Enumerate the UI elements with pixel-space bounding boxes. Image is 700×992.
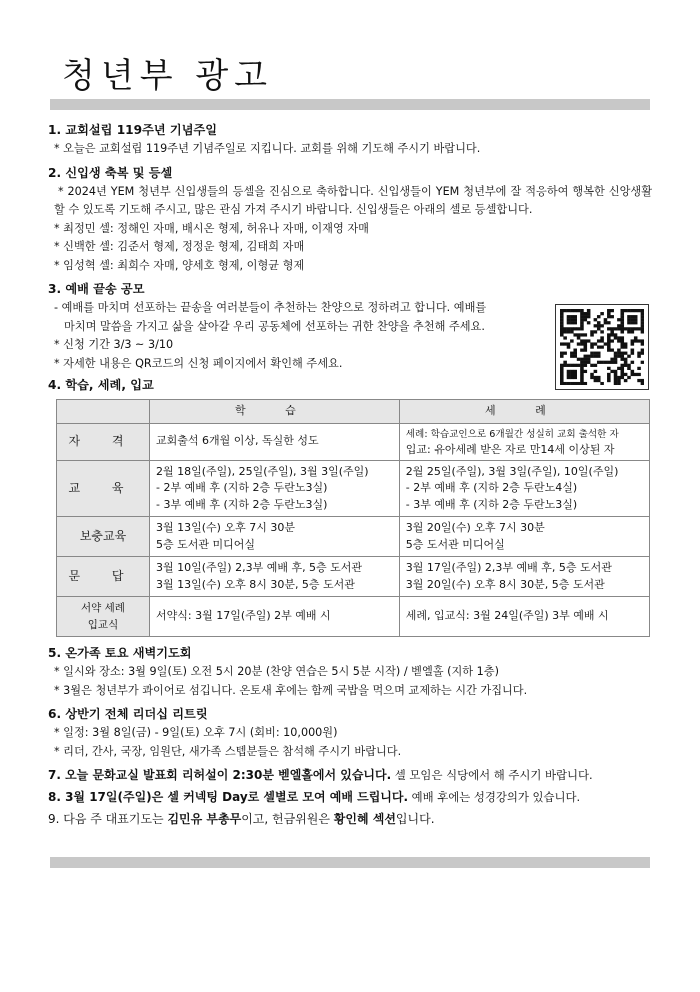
row-label-line: 서약 세례 (81, 602, 125, 614)
cell-line: 2월 25일(주일), 3월 3일(주일), 10일(주일) (405, 464, 619, 478)
cell-line: 3월 17일(주일) 2,3부 예배 후, 5층 도서관 (405, 561, 612, 574)
table-row (57, 557, 650, 597)
bottom-divider (50, 857, 650, 868)
table-row (57, 423, 650, 460)
cell-line: 입교: 유아세례 받은 자로 만14세 이상된 자 (405, 442, 615, 456)
section-9-pre: 9. 다음 주 대표기도는 (48, 812, 168, 826)
row-label (57, 597, 150, 637)
section-8 (48, 786, 654, 808)
cell-line: 5층 도서관 미디어실 (405, 537, 505, 551)
cell-line: 교회출석 6개월 이상, 독실한 성도 (156, 434, 319, 448)
section-2-paragraph: * 2024년 YEM 청년부 신입생들의 등셀을 진심으로 축하합니다. 신입생들이 YEM 청년부에 잘 적응하여 행복한 신앙생활 할 수 있도록 기도해 주시고, 많은 관심 가져 주시기 바랍니다. 신입생들은 아래의 셀로 등셀합니다. (54, 184, 652, 216)
row-label: 문 답 (57, 557, 150, 597)
cell-line: 3월 13일(수) 오후 8시 30분, 5층 도서관 (156, 577, 355, 591)
section-7-bold: 7. 오늘 문화교실 발표회 리허설이 2:30분 벧엘홀에서 있습니다. (48, 768, 392, 782)
table-row (57, 460, 650, 517)
cell-line: 3월 20일(수) 오후 7시 30분 (405, 521, 545, 534)
cell-line: 서약식: 3월 17일(주일) 2부 예배 시 (156, 609, 331, 623)
section-3-line: * 신청 기간 3/3 ~ 3/10 (54, 338, 174, 351)
row-label: 교 육 (57, 460, 150, 517)
section-3-heading: 3. 예배 끝송 공모 (48, 282, 145, 296)
cell-line: - 2부 예배 후 (지하 2층 두란노3실) (156, 481, 328, 494)
section-6-line: * 리더, 간사, 국장, 임원단, 새가족 스텝분들은 참석해 주시기 바랍니다. (54, 744, 402, 758)
section-8-bold: 8. 3월 17일(주일)은 셀 커넥팅 Day로 셀별로 모여 예배 드립니다. (48, 790, 409, 804)
section-2-heading: 2. 신입생 축복 및 등셀 (48, 165, 173, 180)
baptism-cell (399, 460, 649, 517)
section-2-line: * 임성혁 셀: 최희수 자매, 양세호 형제, 이형균 형제 (54, 258, 305, 272)
cell-line: 세례, 입교식: 3월 24일(주일) 3부 예배 시 (405, 609, 609, 623)
section-9-name1: 김민유 부총무 (167, 812, 242, 826)
qr-code-pattern-icon (560, 309, 644, 385)
table-row (57, 597, 650, 637)
baptism-cell (399, 557, 649, 597)
section-3-line: 마치며 말씀을 가지고 삶을 살아갈 우리 공동체에 선포하는 귀한 찬양을 추천해 주세요. (64, 319, 485, 333)
baptism-cell (399, 517, 649, 557)
cell-line: 3월 10일(주일) 2,3부 예배 후, 5층 도서관 (156, 561, 363, 574)
section-1-line: * 오늘은 교회설립 119주년 기념주일로 지킵니다. 교회를 위해 기도해 주시기 바랍니다. (54, 142, 481, 155)
row-label: 보충교육 (57, 517, 150, 557)
section-3-line: * 자세한 내용은 QR코드의 신청 페이지에서 확인해 주세요. (54, 356, 343, 370)
section-5-heading: 5. 온가족 토요 새벽기도회 (48, 646, 192, 660)
cell-line: 2월 18일(주일), 25일(주일), 3월 3일(주일) (156, 464, 369, 478)
study-cell (150, 597, 400, 637)
table-header-row (57, 400, 650, 424)
cell-line: 3월 13일(수) 오후 7시 30분 (156, 521, 295, 534)
table-header-blank (57, 400, 150, 424)
cell-line: - 3부 예배 후 (지하 2층 두란노3실) (405, 497, 578, 511)
qr-code[interactable] (555, 304, 649, 390)
baptism-cell (399, 423, 649, 460)
row-label-line: 입교식 (87, 618, 119, 631)
cell-line: 3월 20일(수) 오후 8시 30분, 5층 도서관 (405, 577, 605, 591)
section-9-post: 입니다. (395, 812, 435, 826)
cell-line: - 2부 예배 후 (지하 2층 두란노4실) (405, 481, 578, 494)
top-divider (50, 99, 650, 110)
education-table (56, 399, 650, 637)
study-cell (150, 517, 400, 557)
section-2-line: * 최정민 셀: 정해인 자매, 배시온 형제, 허유나 자매, 이재영 자매 (54, 221, 369, 235)
cell-line: - 3부 예배 후 (지하 2층 두란노3실) (156, 497, 328, 511)
announcement-body (48, 118, 654, 830)
section-2-line: * 신백한 셀: 김준서 형제, 정정운 형제, 김태희 자매 (54, 240, 305, 253)
cell-line: 5층 도서관 미디어실 (156, 537, 255, 551)
section-3-line: - 예배를 마치며 선포하는 끝송을 여러분들이 추천하는 찬양으로 정하려고 합니다. 예배를 (54, 301, 487, 314)
section-6-line: * 일정: 3월 8일(금) - 9일(토) 오후 7시 (회비: 10,000원) (54, 726, 338, 739)
section-7 (48, 764, 654, 786)
page-title: 청년부 광고 (62, 56, 274, 96)
study-cell (150, 557, 400, 597)
section-1-heading: 1. 교회설립 119주년 기념주일 (48, 123, 218, 137)
section-9-name2: 황인혜 섹션 (333, 812, 396, 826)
baptism-cell (399, 597, 649, 637)
table-header-study: 학 습 (150, 400, 400, 424)
section-8-rest: 예배 후에는 성경강의가 있습니다. (408, 790, 581, 804)
section-7-rest: 셀 모임은 식당에서 해 주시기 바랍니다. (391, 768, 593, 782)
study-cell (150, 460, 400, 517)
section-5-line: * 3월은 청년부가 콰이어로 섬깁니다. 온토새 후에는 함께 국밥을 먹으며 교제하는 시간 가집니다. (54, 683, 528, 697)
study-cell (150, 423, 400, 460)
section-9-mid: 이고, 헌금위원은 (241, 812, 334, 826)
table-header-baptism: 세 례 (399, 400, 649, 424)
table-row (57, 517, 650, 557)
section-5-line: * 일시와 장소: 3월 9일(토) 오전 5시 20분 (찬양 연습은 5시 5분 시작) / 벧엘홀 (지하 1층) (54, 665, 499, 678)
section-6-heading: 6. 상반기 전체 리더십 리트릿 (48, 707, 208, 721)
row-label: 자 격 (57, 423, 150, 460)
section-4-heading: 4. 학습, 세례, 입교 (48, 378, 154, 392)
section-9 (48, 808, 654, 830)
cell-line: 세례: 학습교인으로 6개월간 성실히 교회 출석한 자 (405, 428, 619, 440)
